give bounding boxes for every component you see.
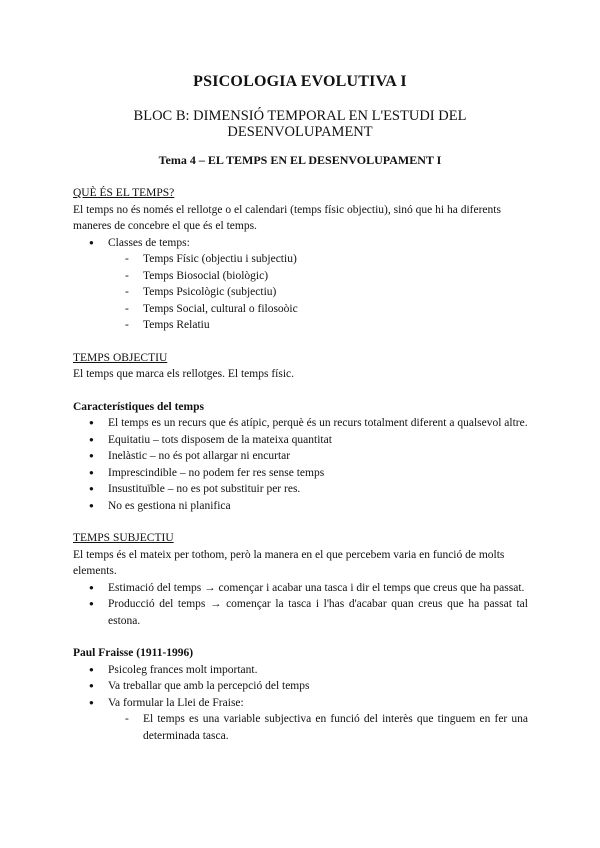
- list-item: [73, 235, 528, 334]
- section-intro: El temps és el mateix per tothom, però la manera en el que percebem varia en funció de molts elements.: [73, 548, 505, 577]
- list-item: - El temps es una variable subjectiva en funció del interès que tinguem en fer una determinada tasca.: [73, 711, 528, 744]
- bloc-heading: BLOC B: DIMENSIÓ TEMPORAL EN L'ESTUDI DEL DESENVOLUPAMENT: [133, 108, 467, 140]
- bullet-list: [73, 662, 528, 745]
- bullet-list: [73, 415, 528, 514]
- list-item: ● Va treballar que amb la percepció del temps: [73, 678, 528, 695]
- list-item: - Temps Físic (objectiu i subjectiu): [73, 251, 528, 268]
- list-item: ● Insustituïble – no es pot substituir per res.: [73, 481, 528, 498]
- dash-list: [73, 251, 528, 334]
- list-item: ● Equitatiu – tots disposem de la mateixa quantitat: [73, 432, 528, 449]
- list-item: ● Psicoleg frances molt important.: [73, 662, 528, 679]
- list-item: ● Inelàstic – no és pot allargar ni encurtar: [73, 448, 528, 465]
- list-item: ● Imprescindible – no podem fer res sense temps: [73, 465, 528, 482]
- section-intro: El temps que marca els rellotges. El temps físic.: [73, 368, 294, 380]
- dash-list: [73, 711, 528, 744]
- list-item: ● Estimació del temps → començar i acabar una tasca i dir el temps que creus que ha passat.: [73, 580, 528, 597]
- list-item: [73, 695, 528, 745]
- bullet-list: [73, 235, 528, 334]
- section-heading-temps-objectiu: TEMPS OBJECTIU: [73, 351, 168, 364]
- list-item: - Temps Psicològic (subjectiu): [73, 284, 528, 301]
- document-title: PSICOLOGIA EVOLUTIVA I: [193, 73, 407, 90]
- section-intro: El temps no és només el rellotge o el calendari (temps físic objectiu), sinó que hi ha diferents maneres de concebre el que és el temps.: [73, 203, 501, 232]
- subheading-caracteristiques: Característiques del temps: [73, 400, 204, 413]
- bullet-list: [73, 580, 528, 630]
- list-item-text: Va formular la Llei de Fraise:: [108, 696, 244, 709]
- list-item: - Temps Relatiu: [73, 317, 528, 334]
- tema-heading: Tema 4 – EL TEMPS EN EL DESENVOLUPAMENT I: [158, 153, 442, 167]
- section-heading-que-es-temps: QUÈ ÉS EL TEMPS?: [73, 187, 175, 199]
- document-body: [73, 185, 528, 744]
- list-item: - Temps Biosocial (biològic): [73, 268, 528, 285]
- list-item-text: Classes de temps:: [108, 236, 190, 249]
- list-item: ● Producció del temps → començar la tasca i l'has d'acabar quan creus que ha passat tal estona.: [73, 596, 528, 629]
- subheading-paul-fraisse: Paul Fraisse (1911-1996): [73, 647, 194, 659]
- list-item: ● No es gestiona ni planifica: [73, 498, 528, 515]
- section-heading-temps-subjectiu: TEMPS SUBJECTIU: [73, 532, 174, 544]
- list-item: ● El temps es un recurs que és atípic, perquè és un recurs totalment diferent a qualsevol altre.: [73, 415, 528, 432]
- list-item: - Temps Social, cultural o filosoòic: [73, 301, 528, 318]
